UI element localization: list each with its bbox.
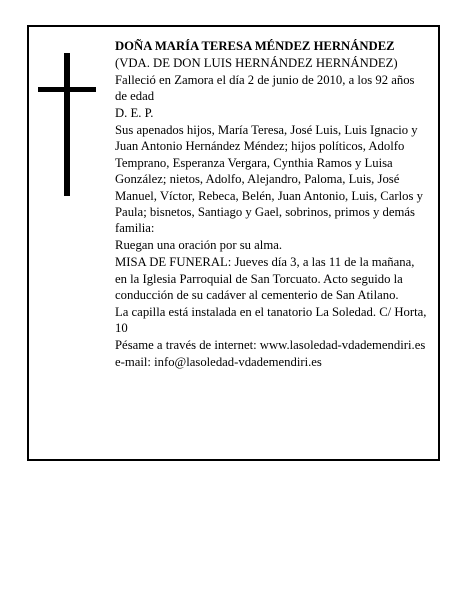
funeral-details: MISA DE FUNERAL: Jueves día 3, a las 11 de la mañana, en la Iglesia Parroquial de San Torcuato. Acto seguido la conducción de su cadáver al cementerio de San Atilano. <box>115 255 415 303</box>
death-statement: Falleció en Zamora el día 2 de junio de 2010, a los 92 años de edad <box>115 72 415 104</box>
family-list: Sus apenados hijos, María Teresa, José Luis, Luis Ignacio y Juan Antonio Hernández Méndez; hijos políticos, Adolfo Temprano, Esperanza Vergara, Cynthia Ramos y Luisa González; nietos, Adolfo, Alejandro, Paloma, Luis, José Manuel, Víctor, Rebeca, Belén, Juan Antonio, Luis, Carlos y Paula; bisnetos, Santiago y Gael, sobrinos, primos y demás familia: <box>115 123 423 236</box>
obituary-text <box>115 38 427 371</box>
condolences-contact: Pésame a través de internet: www.lasoledad-vdademendiri.es e-mail: info@lasoledad-vdademendiri.es <box>115 338 426 369</box>
dep-line: D. E. P. <box>115 106 154 121</box>
cross-vertical-bar <box>64 53 70 196</box>
deceased-name: DOÑA MARÍA TERESA MÉNDEZ HERNÁNDEZ <box>115 39 395 53</box>
widow-of-line: (VDA. DE DON LUIS HERNÁNDEZ HERNÁNDEZ) <box>115 55 398 70</box>
cross-horizontal-bar <box>38 87 96 92</box>
chapel-location: La capilla está instalada en el tanatorio La Soledad. C/ Horta, 10 <box>115 305 427 336</box>
prayer-request: Ruegan una oración por su alma. <box>115 238 283 253</box>
